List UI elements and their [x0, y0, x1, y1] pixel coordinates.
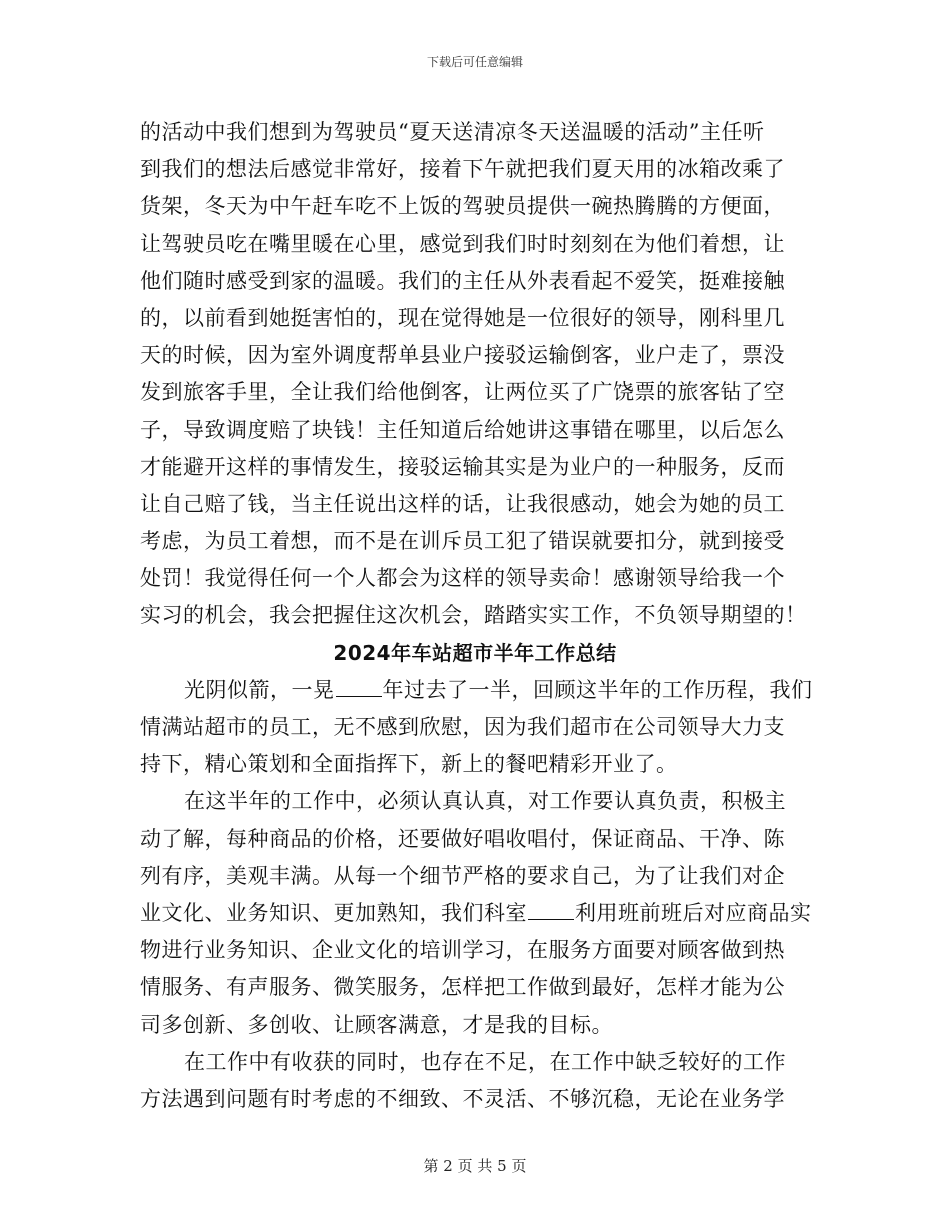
- page-number: 第 2 页 共 5 页: [423, 1157, 527, 1175]
- text-line: 才能避开这样的事情发生，接驳运输其实是为业户的一种服务，反而: [140, 454, 785, 479]
- text-line: 他们随时感受到家的温暖。我们的主任从外表看起不爱笑，挺难接触: [140, 268, 785, 293]
- paragraph-line: 在工作中有收获的同时，也存在不足，在工作中缺乏较好的工作: [184, 1049, 786, 1074]
- text-line: 天的时候，因为室外调度帮单县业户接驳运输倒客，业户走了，票没: [140, 343, 785, 368]
- text-segment: 年过去了一半，回顾这半年的工作历程，我们: [382, 677, 813, 702]
- text-line: 方法遇到问题有时考虑的不细致、不灵活、不够沉稳，无论在业务学: [140, 1086, 785, 1111]
- text-line: 到我们的想法后感觉非常好，接着下午就把我们夏天用的冰箱改乘了: [140, 157, 785, 182]
- fill-blank: [336, 676, 382, 697]
- text-line: 考虑，为员工着想，而不是在训斥员工犯了错误就要扣分，就到接受: [140, 529, 785, 554]
- text-segment: 光阴似箭，一晃: [184, 677, 335, 702]
- text-line: 的活动中我们想到为驾驶员“夏天送清凉冬天送温暖的活动”主任听: [140, 120, 765, 144]
- text-line: 让自己赔了钱，当主任说出这样的话，让我很感动，她会为她的员工: [140, 491, 785, 516]
- text-line: 发到旅客手里，全让我们给他倒客，让两位买了广饶票的旅客钻了空: [140, 380, 785, 405]
- text-line: 处罚！我觉得任何一个人都会为这样的领导卖命！感谢领导给我一个: [140, 566, 785, 591]
- text-line: 的，以前看到她挺害怕的，现在觉得她是一位很好的领导，刚科里几: [140, 305, 785, 330]
- text-line: 情满站超市的员工，无不感到欣慰，因为我们超市在公司领导大力支: [140, 715, 785, 739]
- text-segment: 利用班前班后对应商品实: [575, 900, 812, 925]
- text-line: 物进行业务知识、企业文化的培训学习，在服务方面要对顾客做到热: [140, 938, 785, 963]
- text-line: 动了解，每种商品的价格，还要做好唱收唱付，保证商品、干净、陈: [140, 826, 785, 851]
- text-line: 货架，冬天为中午赶车吃不上饭的驾驶员提供一碗热腾腾的方便面，: [140, 194, 785, 219]
- text-line: 子，导致调度赔了块钱！主任知道后给她讲这事错在哪里，以后怎么: [140, 417, 785, 442]
- text-line: 实习的机会，我会把握住这次机会，踏踏实实工作，不负领导期望的！: [140, 603, 807, 628]
- text-line: 持下，精心策划和全面指挥下，新上的餐吧精彩开业了。: [140, 752, 678, 777]
- text-line: 情服务、有声服务、微笑服务，怎样把工作做到最好，怎样才能为公: [140, 975, 785, 1000]
- text-line: 列有序，美观丰满。从每一个细节严格的要求自己，为了让我们对企: [140, 863, 785, 888]
- paragraph-line: 在这半年的工作中，必须认真认真，对工作要认真负责，积极主: [184, 789, 786, 814]
- text-line: [140, 895, 810, 932]
- document-body: [140, 114, 813, 1118]
- section-title: 2024年车站超市半年工作总结: [333, 640, 617, 665]
- text-line: 司多创新、多创收、让顾客满意，才是我的目标。: [140, 1012, 613, 1037]
- text-line: 让驾驶员吃在嘴里暖在心里，感觉到我们时时刻刻在为他们着想，让: [140, 231, 785, 256]
- text-segment: 业文化、业务知识、更加熟知，我们科室: [140, 900, 527, 925]
- paragraph-line: [140, 672, 813, 709]
- header-note: 下载后可任意编辑: [426, 55, 523, 69]
- fill-blank: [528, 899, 574, 920]
